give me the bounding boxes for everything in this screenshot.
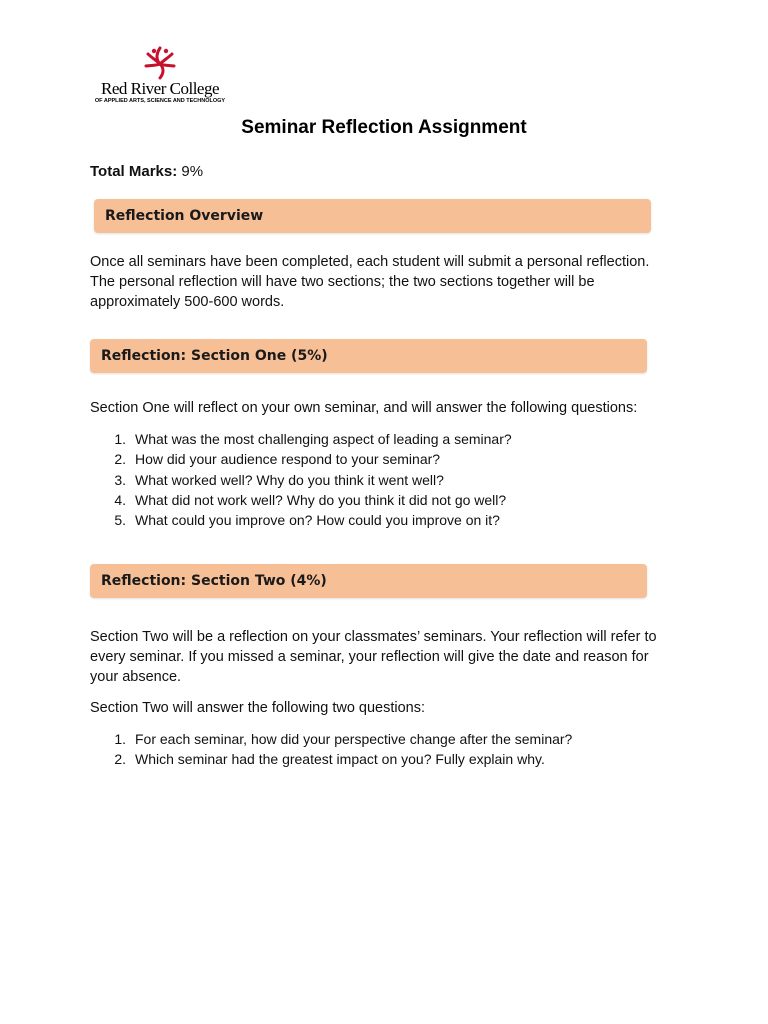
overview-text: Once all seminars have been completed, each student will submit a personal reflection. The personal reflection will have two sections; the two sections together will be approximately 500-600 words. [90, 254, 650, 310]
college-tagline: OF APPLIED ARTS, SCIENCE AND TECHNOLOGY [94, 98, 226, 104]
list-item: 3. What worked well? Why do you think it went well? [114, 471, 444, 488]
section-one-intro: Section One will reflect on your own seminar, and will answer the following questions: [90, 400, 638, 416]
total-marks-label: Total Marks: [90, 163, 178, 180]
section-two-questions [90, 729, 572, 770]
list-item: 1. What was the most challenging aspect of leading a seminar? [114, 431, 512, 447]
list-item: 2. Which seminar had the greatest impact on you? Fully explain why. [114, 751, 545, 768]
question-text: What could you improve on? How could you improve on it? [135, 512, 500, 529]
section-two-text: Section Two will be a reflection on your classmates’ seminars. Your reflection will refer to every seminar. If you missed a seminar, your reflection will give the date and reason for your absence. [90, 629, 657, 685]
question-text: What did not work well? Why do you think it did not go well? [135, 491, 507, 508]
question-text: What worked well? Why do you think it went well? [135, 471, 444, 488]
total-marks-value: 9% [181, 163, 204, 180]
list-item: 2. How did your audience respond to your seminar? [114, 451, 441, 468]
section-one-heading: Reflection: Section One (5%) [90, 339, 647, 373]
section-two-heading: Reflection: Section Two (4%) [90, 564, 647, 598]
total-marks [90, 163, 203, 180]
list-item: 4. What did not work well? Why do you think it did not go well? [114, 491, 507, 508]
list-item: 1. For each seminar, how did your perspective change after the seminar? [114, 731, 573, 747]
section-one-questions [90, 429, 512, 530]
question-text: Which seminar had the greatest impact on you? Fully explain why. [135, 751, 545, 768]
college-logo-mark-icon [142, 46, 178, 80]
section-two-intro: Section Two will answer the following two questions: [90, 700, 426, 716]
page-title: Seminar Reflection Assignment [241, 117, 527, 138]
college-logo [92, 46, 228, 108]
college-name: Red River College [100, 79, 220, 98]
overview-heading: Reflection Overview [94, 199, 651, 233]
question-text: For each seminar, how did your perspective change after the seminar? [135, 731, 573, 747]
question-text: What was the most challenging aspect of leading a seminar? [135, 431, 512, 447]
list-item: 5. What could you improve on? How could you improve on it? [114, 512, 500, 529]
question-text: How did your audience respond to your seminar? [135, 451, 441, 468]
